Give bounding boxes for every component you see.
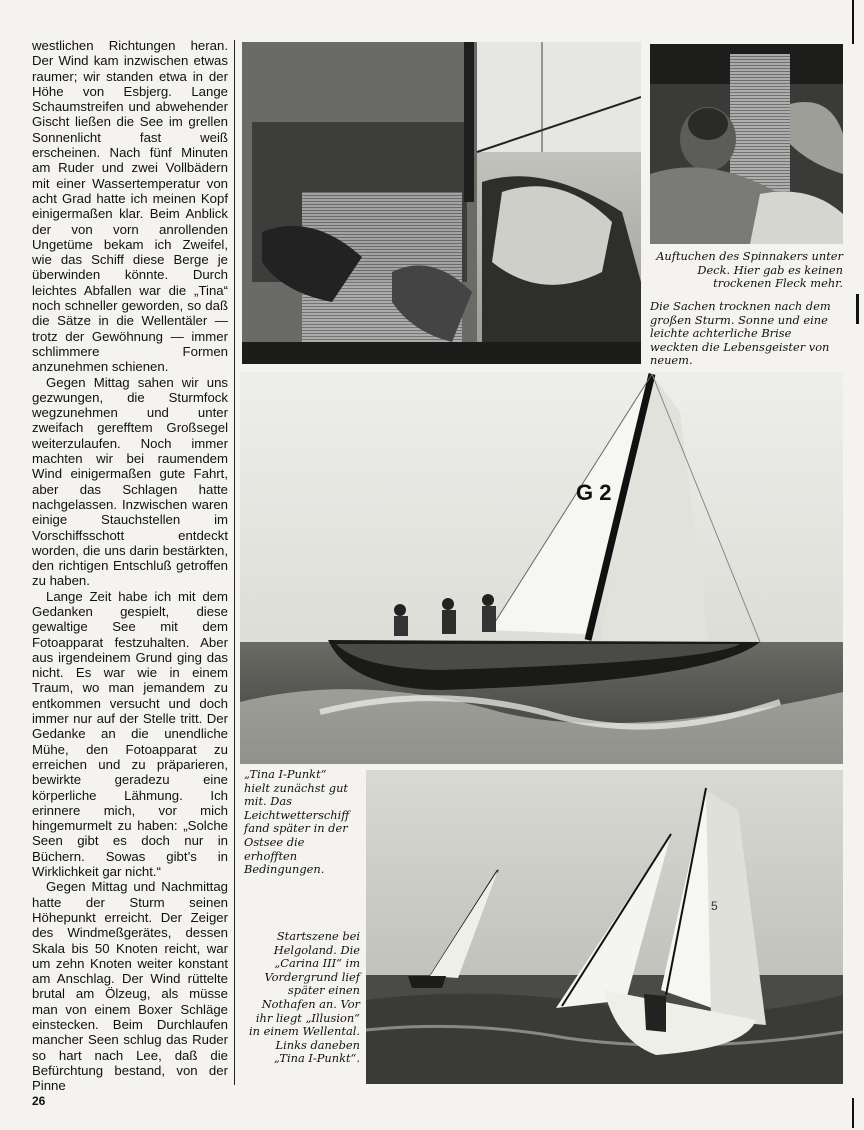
- caption-drying: Die Sachen trocknen nach dem großen Sturm. Sonne und eine leichte achterliche Brise weckten die Lebensgeister von neuem.: [650, 299, 831, 368]
- caption-tina: „Tina I-Punkt“ hielt zunächst gut mit. Das Leichtwetterschiff fand später in der Ostsee die erhofften Bedingungen.: [244, 767, 350, 877]
- photo-tina-image: [240, 372, 843, 764]
- scan-edge-mark: [856, 294, 859, 324]
- caption-spinnaker: Auftuchen des Spinnakers unter Deck. Hier gab es keinen trockenen Fleck mehr.: [656, 249, 843, 291]
- page-number: 26: [32, 1094, 46, 1108]
- photo-start-helgoland: [366, 770, 843, 1084]
- article-text-column: [32, 38, 228, 1093]
- article-paragraph: Gegen Mittag und Nachmittag hatte der Sturm seinen Höhepunkt erreicht. Der Zeiger des Windmeßgerätes, dessen Skala bis 50 Knoten reicht, war um zehn Knoten weiter konstant am Anschlag. Der Wind rüttelte brutal am Ölzeug, als müsse man von einem Boxer Schläge einstecken. Beim Durchlaufen mancher Seen schlug das Ruder so hart nach Lee, daß die Befürchtung bestand, von der Pinne: [32, 879, 228, 1094]
- photo-spinnaker-image: [650, 44, 843, 244]
- article-paragraph: westlichen Richtungen heran. Der Wind kam inzwischen etwas raumer; wir standen etwa in der Höhe von Esbjerg. Lange Schaumstreifen und abwehender Gischt ließen die See im grellen Sonnenlicht fast weiß erscheinen. Nach fünf Minuten am Ruder und zwei Vollbädern mit einer Wassertemperatur von acht Grad hatte ich meinen Kopf einigermaßen klar. Beim Anblick der von vorn anrollenden Ungetüme bekam ich Zweifel, wie das Schiff diese Berge je überwinden könnte. Durch leichtes Abfallen war die „Tina“ noch schneller geworden, so daß die Sätze in die Wellentäler — trotz der Gewöhnung — immer schlimmere Formen anzunehmen schienen.: [32, 38, 228, 375]
- photo-drying-on-deck-image: [242, 42, 641, 364]
- scan-edge-mark: [852, 1098, 854, 1128]
- photo-tina-i-punkt: [240, 372, 843, 764]
- svg-text:5: 5: [711, 899, 718, 913]
- article-paragraph: Lange Zeit habe ich mit dem Gedanken gespielt, diese gewaltige See mit dem Fotoapparat festzuhalten. Aber aus irgendeinem Grund ging das nicht. Es war wie in einem Traum, wo man jemandem zu entkommen versucht und doch immer nur auf der Stelle tritt. Der Gedanke an die unendliche Mühe, den Fotoapparat zu erreichen und zu präparieren, bewirkte geradezu eine körperliche Lähmung. Ich erinnere mich, vor mich hingemurmelt zu haben: „Solche Seen gibt es doch nur in Büchern. Sowas gibt’s in Wirklichkeit gar nicht.“: [32, 588, 228, 880]
- photo-drying-on-deck: [242, 42, 641, 364]
- photo-start-image: [366, 770, 843, 1084]
- scan-edge-mark: [852, 0, 854, 44]
- sail-number: G 2: [576, 480, 612, 505]
- column-rule: [234, 40, 235, 1085]
- article-paragraph: Gegen Mittag sahen wir uns gezwungen, die Sturmfock wegzunehmen und unter zweifach gerefftem Großsegel weiterzulaufen. Noch immer machten wir bei raumendem Wind einigermaßen gute Fahrt, aber das Schlagen hatte nachgelassen. Inzwischen waren einige Stauchstellen im Vorschiffsschott entdeckt worden, die uns darin bestärkten, den richtigen Entschluß getroffen zu haben.: [32, 374, 228, 589]
- photo-spinnaker-below-deck: [650, 44, 843, 244]
- caption-start: Startszene bei Helgoland. Die „Carina III“ im Vordergrund lief später einen Nothafen an. Vor ihr liegt „Illusion“ in einem Wellental. Links daneben „Tina I-Punkt“.: [249, 929, 360, 1066]
